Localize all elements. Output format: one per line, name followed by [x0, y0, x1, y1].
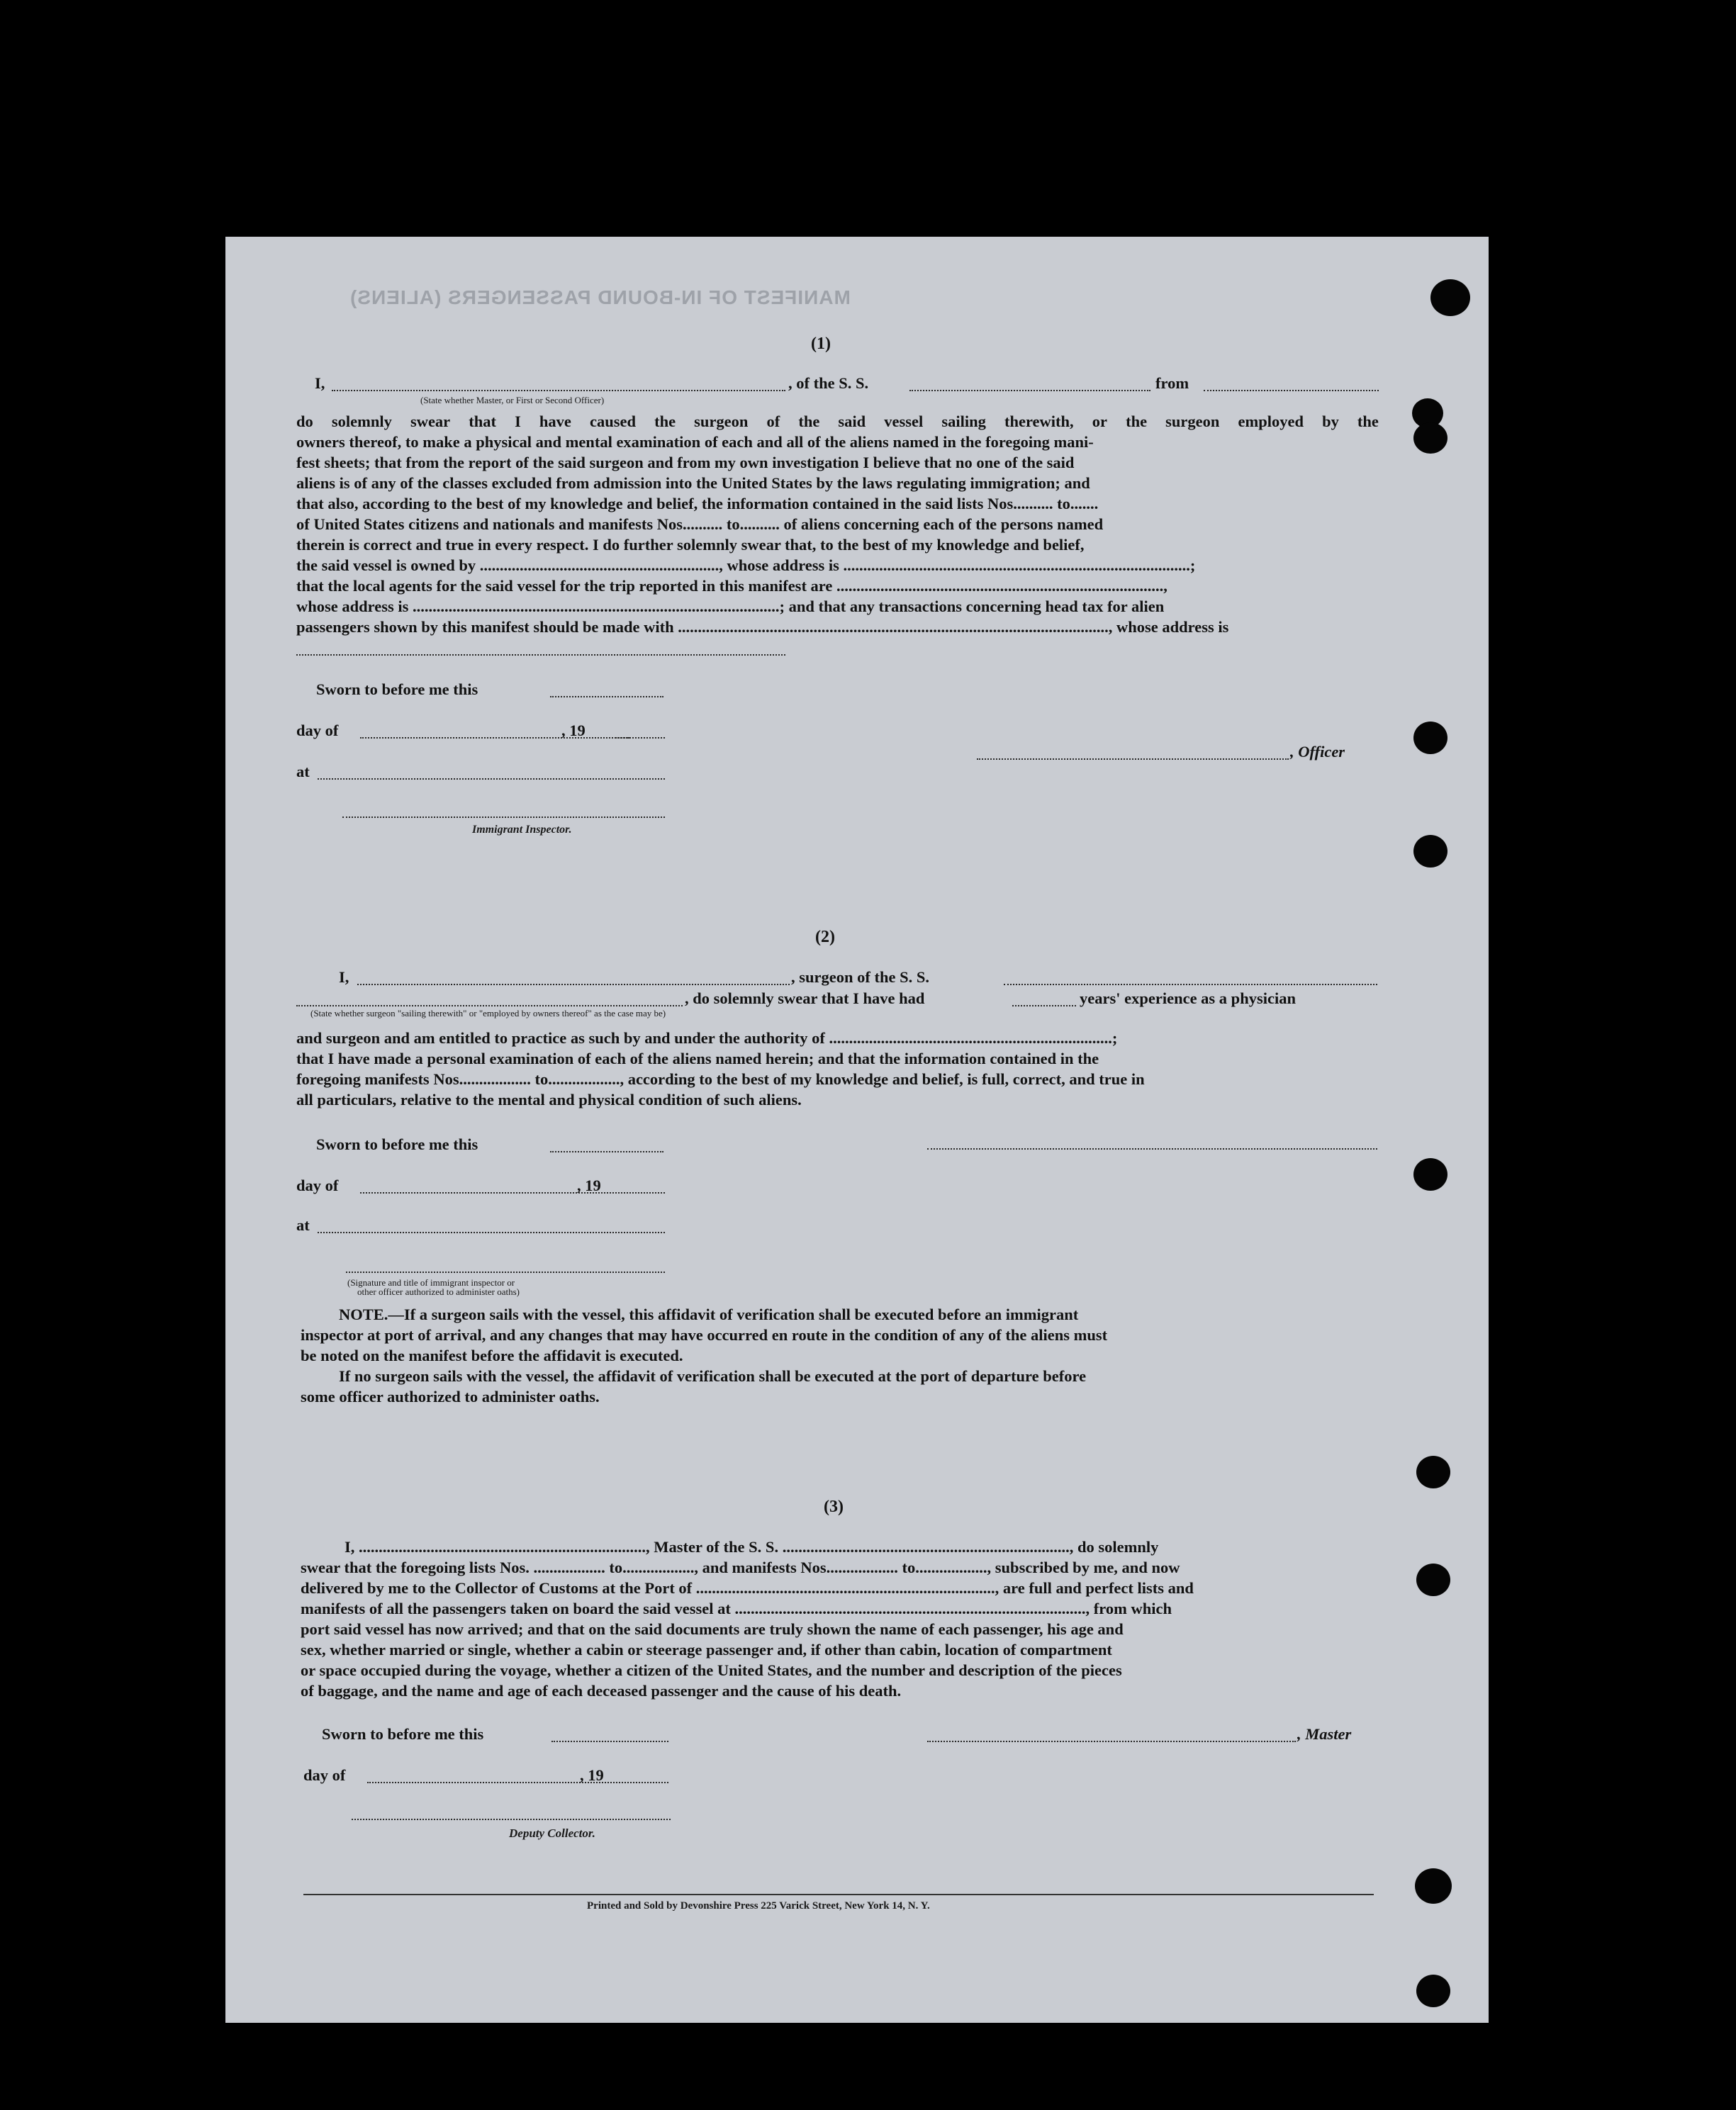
bleed-through-header: MANIFEST OF IN-BOUND PASSENGERS (ALIENS) [349, 286, 851, 308]
s2-years-exp: years' experience as a physician [1080, 989, 1296, 1007]
s1-officer-note: (State whether Master, or First or Second Officer) [420, 395, 605, 405]
s1-name-blank [332, 390, 785, 391]
binder-hole [1430, 279, 1470, 316]
binder-hole [1416, 1975, 1450, 2007]
s1-from-blank [1204, 390, 1379, 391]
binder-hole [1416, 1456, 1450, 1488]
printer-imprint: Printed and Sold by Devonshire Press 225 Varick Street, New York 14, N. Y. [587, 1900, 930, 1912]
s1-ship-blank [909, 390, 1150, 391]
s2-signer-label-2: other officer authorized to administer oaths) [357, 1286, 520, 1297]
s2-signer-label-1: (Signature and title of immigrant inspector or [347, 1277, 515, 1288]
s2-surgeon-of: , surgeon of the S. S. [791, 968, 930, 986]
s3-master-blank [927, 1741, 1296, 1742]
s1-signer-label: Immigrant Inspector. [472, 824, 572, 836]
s1-year: , 19 [561, 722, 586, 739]
s1-i-prefix: I, [315, 374, 325, 392]
s2-at: at [296, 1216, 310, 1234]
binder-hole [1413, 835, 1447, 868]
s3-day-of: day of [303, 1766, 346, 1784]
s3-master-label: , Master [1297, 1725, 1352, 1743]
s2-day-blank [360, 1192, 665, 1194]
s1-signer-blank [342, 816, 665, 818]
s2-sworn-blank [550, 1151, 663, 1152]
binder-hole [1415, 1868, 1452, 1904]
binder-hole [1413, 422, 1447, 454]
s3-day-blank [367, 1782, 668, 1783]
manifest-page: MANIFEST OF IN-BOUND PASSENGERS (ALIENS) (1) I, , of the S. S. from (State whether Master, or First or Second Officer) do solemnly swear that I have caused the surgeon of the said vessel sailing therewith, or the surgeon employed by the owners thereof, to make a physical and mental examination of each and all of the aliens named in the foregoing mani- fest sheets; that from the report of the said surgeon and from my own investigation I believe that no one of the said aliens is of any of the classes excluded from admission into the United States by the laws regulating immigration; and that also, according to the best of my knowledge and belief, the information contained in the said lists Nos.......... to....... of United States citizens and nationals and manifests Nos.......... to.......... of aliens concerning each of the persons named therein is correct and true in every respect. I do further solemnly swear that, to the best of my knowledge and belief, the said vessel is owned by ............................................................, whose address is .......................................................................................; that the local agents for the said vessel for the trip reported in this manifest are .................................................................................., whose address is ............................................................................................; and that any transactions concerning head tax for alien passengers shown by this manifest should be made with ............................................................................................................, whose address is Sworn to before me this day of , 19 , Officer at Immigrant Inspector. (2) I, , surgeon of the S. S. , do solemnly swear that I have had years' experience as a physician (State whether surgeon "sailing therewith" or "employed by owners thereof" as the case may be) and surgeon and am entitled to practice as such by and under the authority of .......................................................................; that I have made a personal examination of each of the aliens named herein; and that the information contained in the foregoing manifests Nos.................. to.................., according to the best of my knowledge and belief, is full, correct, and true in all particulars, relative to the mental and physical condition of such aliens. Sworn to before me this day of , 19 at (Signature and title of immigrant inspector or other officer authorized to administer oaths) NOTE.—If a surgeon sails with the vessel, this affidavit of verification shall be executed before an immigrant inspector at port of arrival, and any changes that may have occurred en route in the condition of any of the aliens must be noted on the manifest before the affidavit is executed. If no surgeon sails with the vessel, the affidavit of verification shall be executed at the port of departure before some officer authorized to administer oaths. (3) I, ........................................................................, Master of the S. S. ........................................................................, do solemnly swear that the foregoing lists Nos. .................. to.................., and manifests Nos.................. to.................., subscribed by me, and now delivered by me to the Collector of Customs at the Port of ..........................................................................., are full and perfect lists and manifests of all the passengers taken on board the said vessel at ........................................................................................, from which port said vessel has now arrived; and that on the said documents are truly shown the name of each passenger, his age and sex, whether married or single, whether a cabin or steerage passenger and, if other than cabin, location of compartment or space occupied during the voyage, whether a citizen of the United States, and the number and description of the pieces of baggage, and the name and age of each deceased passenger and the cause of his death. Sworn to before me this , Master day of , 19 Deputy Collector. Printed and Sold by Devonshire Press 225 Varick Street, New York 14, N. Y. [225, 237, 1489, 2023]
section-1-number: (1) [811, 335, 831, 353]
s1-year-blank [615, 737, 665, 739]
s3-signer-blank [352, 1819, 671, 1820]
s2-name-blank [357, 984, 790, 985]
s2-at-blank [318, 1232, 665, 1233]
s1-day-of: day of [296, 722, 339, 739]
binder-hole [1413, 722, 1447, 754]
s1-sworn-label: Sworn to before me this [316, 680, 478, 698]
s2-do-swear: , do solemnly swear that I have had [685, 989, 925, 1007]
s3-signer-label: Deputy Collector. [509, 1826, 595, 1840]
binder-hole [1413, 1158, 1447, 1191]
s3-sworn-blank [551, 1741, 668, 1742]
binder-hole [1416, 1564, 1450, 1596]
s2-year: , 19 [577, 1177, 601, 1194]
s1-address-blank [296, 654, 785, 656]
s1-officer-label: , Officer [1290, 743, 1345, 761]
footer-rule [303, 1894, 1374, 1895]
section-2-number: (2) [815, 928, 835, 946]
s3-sworn-label: Sworn to before me this [322, 1725, 484, 1743]
s1-officer-blank [977, 758, 1289, 760]
s1-at-blank [318, 778, 665, 780]
s2-years-blank [1012, 1005, 1076, 1006]
s3-year: , 19 [580, 1766, 604, 1784]
s1-at: at [296, 763, 310, 780]
s1-of-ss: , of the S. S. [788, 374, 869, 392]
s1-day-blank [360, 737, 629, 739]
s2-signer-blank [346, 1272, 665, 1273]
s2-i-prefix: I, [339, 968, 349, 986]
s2-surgeon-note: (State whether surgeon "sailing therewith" or "employed by owners thereof" as the case may be) [310, 1008, 666, 1018]
s1-sworn-blank [550, 696, 663, 697]
section-3-number: (3) [824, 1498, 844, 1516]
s1-from: from [1155, 374, 1189, 392]
s2-signature-blank [927, 1148, 1377, 1150]
s2-ship-blank [1004, 984, 1377, 985]
s2-sworn-label: Sworn to before me this [316, 1135, 478, 1153]
s2-day-of: day of [296, 1177, 339, 1194]
s2-status-blank [296, 1005, 683, 1006]
